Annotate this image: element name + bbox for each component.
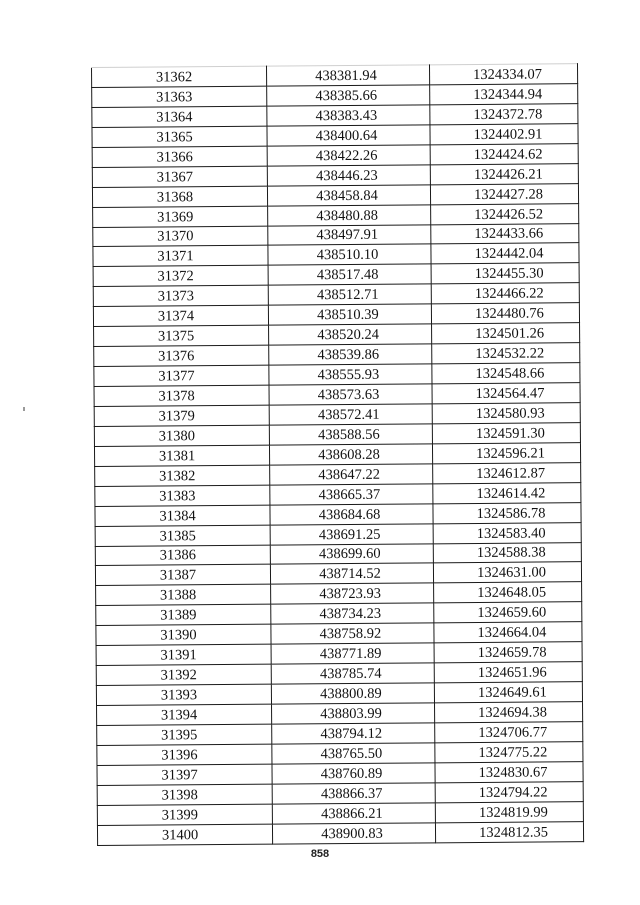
point-id-cell: 31375 [94,325,269,346]
y-coordinate-cell: 1324648.05 [434,582,582,603]
point-id-cell: 31380 [94,425,269,446]
point-id-cell: 31386 [95,545,270,566]
y-coordinate-cell: 1324548.66 [432,363,580,384]
y-coordinate-cell: 1324334.07 [429,64,577,85]
point-id-cell: 31373 [93,285,268,306]
y-coordinate-cell: 1324775.22 [435,742,583,763]
y-coordinate-cell: 1324706.77 [435,722,583,743]
point-id-cell: 31374 [93,305,268,326]
point-id-cell: 31384 [95,505,270,526]
x-coordinate-cell: 438588.56 [269,424,432,445]
x-coordinate-cell: 438665.37 [270,484,433,505]
point-id-cell: 31377 [94,365,269,386]
point-id-cell: 31366 [92,146,267,167]
y-coordinate-cell: 1324614.42 [433,482,581,503]
x-coordinate-cell: 438512.71 [268,284,431,305]
point-id-cell: 31390 [96,624,271,645]
x-coordinate-cell: 438497.91 [268,224,431,245]
y-coordinate-cell: 1324433.66 [431,223,579,244]
x-coordinate-cell: 438803.99 [272,703,435,724]
y-coordinate-cell: 1324344.94 [430,84,578,105]
x-coordinate-cell: 438480.88 [268,204,431,225]
y-coordinate-cell: 1324532.22 [432,343,580,364]
coordinate-table-body [92,64,584,845]
point-id-cell: 31397 [97,764,272,785]
point-id-cell: 31385 [95,525,270,546]
point-id-cell: 31364 [92,106,267,127]
point-id-cell: 31383 [95,485,270,506]
y-coordinate-cell: 1324583.40 [433,522,581,543]
x-coordinate-cell: 438794.12 [272,723,435,744]
x-coordinate-cell: 438714.52 [270,563,433,584]
x-coordinate-cell: 438723.93 [271,583,434,604]
y-coordinate-cell: 1324612.87 [433,462,581,483]
x-coordinate-cell: 438520.24 [269,324,432,345]
y-coordinate-cell: 1324591.30 [432,423,580,444]
x-coordinate-cell: 438555.93 [269,364,432,385]
x-coordinate-cell: 438785.74 [271,663,434,684]
point-id-cell: 31399 [97,804,272,825]
x-coordinate-cell: 438866.21 [272,803,435,824]
point-id-cell: 31398 [97,784,272,805]
point-id-cell: 31368 [92,186,267,207]
y-coordinate-cell: 1324631.00 [433,562,581,583]
point-id-cell: 31365 [92,126,267,147]
x-coordinate-cell: 438510.39 [268,304,431,325]
point-id-cell: 31371 [93,246,268,267]
y-coordinate-cell: 1324651.96 [434,662,582,683]
y-coordinate-cell: 1324442.04 [431,243,579,264]
x-coordinate-cell: 438900.83 [272,822,435,843]
x-coordinate-cell: 438510.10 [268,244,431,265]
point-id-cell: 31382 [95,465,270,486]
x-coordinate-cell: 438517.48 [268,264,431,285]
y-coordinate-cell: 1324580.93 [432,403,580,424]
x-coordinate-cell: 438573.63 [269,384,432,405]
x-coordinate-cell: 438458.84 [267,184,430,205]
y-coordinate-cell: 1324588.38 [433,542,581,563]
point-id-cell: 31370 [93,226,268,247]
x-coordinate-cell: 438699.60 [270,543,433,564]
x-coordinate-cell: 438647.22 [270,464,433,485]
point-id-cell: 31376 [94,345,269,366]
y-coordinate-cell: 1324794.22 [435,781,583,802]
point-id-cell: 31395 [97,724,272,745]
y-coordinate-cell: 1324830.67 [435,761,583,782]
point-id-cell: 31394 [97,704,272,725]
x-coordinate-cell: 438760.89 [272,763,435,784]
scan-speck [23,407,25,411]
x-coordinate-cell: 438866.37 [272,783,435,804]
point-id-cell: 31367 [92,166,267,187]
x-coordinate-cell: 438758.92 [271,623,434,644]
x-coordinate-cell: 438446.23 [267,165,430,186]
point-id-cell: 31362 [92,66,267,87]
y-coordinate-cell: 1324819.99 [435,801,583,822]
coordinate-table [91,63,584,845]
point-id-cell: 31392 [96,664,271,685]
point-id-cell: 31381 [94,445,269,466]
x-coordinate-cell: 438381.94 [266,65,429,86]
y-coordinate-cell: 1324694.38 [435,702,583,723]
x-coordinate-cell: 438771.89 [271,643,434,664]
point-id-cell: 31388 [96,584,271,605]
y-coordinate-cell: 1324659.78 [434,642,582,663]
y-coordinate-cell: 1324426.21 [430,163,578,184]
x-coordinate-cell: 438539.86 [269,344,432,365]
y-coordinate-cell: 1324480.76 [431,303,579,324]
point-id-cell: 31387 [95,565,270,586]
x-coordinate-cell: 438800.89 [271,683,434,704]
x-coordinate-cell: 438734.23 [271,603,434,624]
point-id-cell: 31391 [96,644,271,665]
x-coordinate-cell: 438385.66 [267,85,430,106]
y-coordinate-cell: 1324649.61 [434,682,582,703]
x-coordinate-cell: 438422.26 [267,145,430,166]
y-coordinate-cell: 1324455.30 [431,263,579,284]
y-coordinate-cell: 1324426.52 [431,203,579,224]
y-coordinate-cell: 1324402.91 [430,123,578,144]
y-coordinate-cell: 1324372.78 [430,104,578,125]
y-coordinate-cell: 1324427.28 [430,183,578,204]
point-id-cell: 31393 [96,684,271,705]
y-coordinate-cell: 1324466.22 [431,283,579,304]
y-coordinate-cell: 1324424.62 [430,143,578,164]
x-coordinate-cell: 438691.25 [270,523,433,544]
x-coordinate-cell: 438765.50 [272,743,435,764]
x-coordinate-cell: 438608.28 [269,444,432,465]
point-id-cell: 31396 [97,744,272,765]
x-coordinate-cell: 438383.43 [267,105,430,126]
page-number: 858 [310,848,330,860]
x-coordinate-cell: 438684.68 [270,503,433,524]
point-id-cell: 31372 [93,265,268,286]
x-coordinate-cell: 438400.64 [267,125,430,146]
y-coordinate-cell: 1324586.78 [433,502,581,523]
y-coordinate-cell: 1324564.47 [432,383,580,404]
point-id-cell: 31363 [92,86,267,107]
point-id-cell: 31369 [93,206,268,227]
point-id-cell: 31389 [96,604,271,625]
table-row [97,821,583,845]
point-id-cell: 31379 [94,405,269,426]
point-id-cell: 31400 [97,824,272,845]
x-coordinate-cell: 438572.41 [269,404,432,425]
y-coordinate-cell: 1324664.04 [434,622,582,643]
y-coordinate-cell: 1324812.35 [435,821,583,842]
point-id-cell: 31378 [94,385,269,406]
y-coordinate-cell: 1324596.21 [432,442,580,463]
y-coordinate-cell: 1324501.26 [432,323,580,344]
y-coordinate-cell: 1324659.60 [434,602,582,623]
